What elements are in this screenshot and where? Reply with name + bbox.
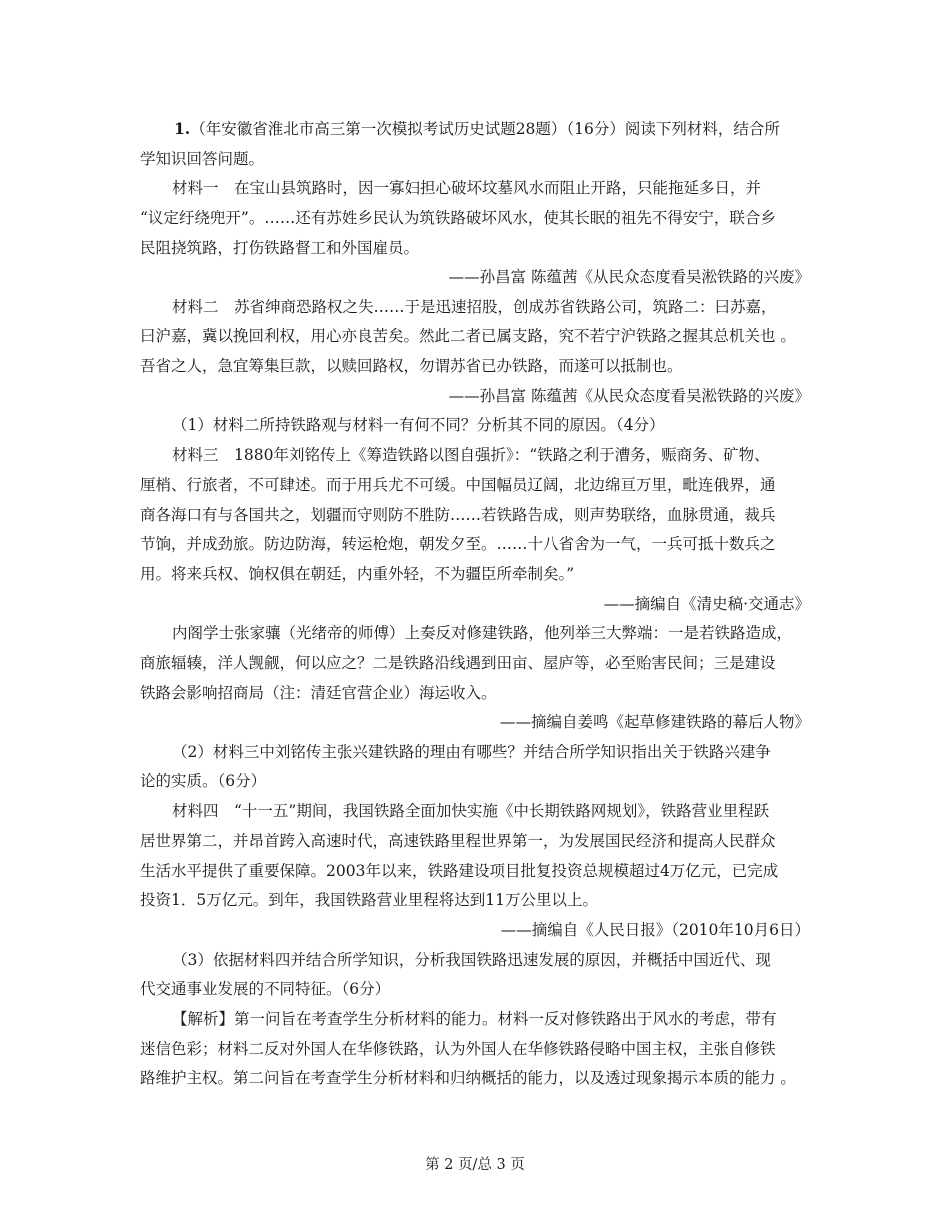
material3-line: 商各海口有与各国共之，划疆而守则防不胜防……若铁路告成，则声势联络，血脉贯通，裁兵 [140, 506, 776, 524]
question-header-line1 [140, 119, 780, 139]
material2-line: 材料二 苏省绅商恐路权之失……于是迅速招股，创成苏省铁路公司，筑路二：曰苏嘉， [172, 298, 777, 316]
question-3-line1: （3）依据材料四并结合所学知识，分析我国铁路迅速发展的原因，并概括中国近代、现 [172, 951, 771, 969]
material3-line: 用。将来兵权、饷权俱在朝廷，内重外轻，不为疆臣所牵制矣。” [140, 565, 575, 583]
material2-line: 曰沪嘉，冀以挽回利权，用心亦良苦矣。然此二者已属支路，究不若宁沪铁路之握其总机关也 。 [140, 327, 796, 345]
question-number: 1. [174, 119, 191, 138]
question-2-line1: （2）材料三中刘铭传主张兴建铁路的理由有哪些？并结合所学知识指出关于铁路兴建争 [172, 743, 771, 761]
analysis-line: 路维护主权。第二问旨在考查学生分析材料和归纳概括的能力，以及透过现象揭示本质的能力 。 [140, 1069, 796, 1087]
material1-line: “议定纡绕兜开”。……还有苏姓乡民认为筑铁路破坏风水，使其长眠的祖先不得安宁，联合乡 [140, 209, 776, 227]
material2-line: 吾省之人，急宜筹集巨款，以赎回路权，勿谓苏省已办铁路，而遂可以抵制也。 [140, 357, 683, 375]
material4-line: 居世界第二，并昂首跨入高速时代，高速铁路里程世界第一，为发展国民经济和提高人民群众 [140, 832, 776, 850]
material1-line: 材料一 在宝山县筑路时，因一寡妇担心破坏坟墓风水而阻止开路，只能拖延多日，并 [172, 179, 762, 197]
question-header-line2: 学知识回答问题。 [140, 150, 265, 168]
question-3-line2: 代交通事业发展的不同特征。（6分） [140, 980, 391, 998]
material3-line: 厘梢、行旅者，不可肆述。而于用兵尤不可缓。中国幅员辽阔，北边绵亘万里，毗连俄界，通 [140, 476, 776, 494]
analysis-line: 【解析】第一问旨在考查学生分析材料的能力。材料一反对修铁路出于风水的考虑，带有 [172, 1010, 777, 1028]
question-1: （1）材料二所持铁路观与材料一有何不同？分析其不同的原因。（4分） [172, 416, 665, 434]
material1-source: ——孙昌富 陈蕴茜《从民众态度看吴淞铁路的兴废》 [448, 268, 810, 286]
material3-line: 材料三 1880年刘铭传上《筹造铁路以图自强折》：“铁路之利于漕务，赈商务、矿物、 [172, 446, 770, 464]
page-number-footer: 第 2 页/总 3 页 [425, 1157, 525, 1173]
material1-line: 民阻挠筑路，打伤铁路督工和外国雇员。 [140, 239, 420, 257]
analysis-line: 迷信色彩；材料二反对外国人在华修铁路，认为外国人在华修铁路侵略中国主权，主张自修铁 [140, 1040, 776, 1058]
neige-line: 商旅辐辏，洋人觊觎，何以应之？二是铁路沿线遇到田亩、屋庐等，必至贻害民间；三是建设 [140, 654, 776, 672]
material4-line: 生活水平提供了重要保障。2003年以来，铁路建设项目批复投资总规模超过4万亿元，已完成 [140, 862, 779, 880]
question-header-text: （年安徽省淮北市高三第一次模拟考试历史试题28题）（16分）阅读下列材料，结合所 [190, 120, 780, 138]
neige-source: ——摘编自姜鸣《起草修建铁路的幕后人物》 [499, 713, 810, 731]
material4-line: 材料四 “十一五”期间，我国铁路全面加快实施《中长期铁路网规划》，铁路营业里程跃 [172, 802, 770, 820]
material4-line: 投资1．5万亿元。到年，我国铁路营业里程将达到11万公里以上。 [140, 891, 598, 909]
material3-source: ——摘编自《清史稿·交通志》 [603, 595, 810, 613]
question-2-line2: 论的实质。（6分） [140, 772, 267, 790]
material3-line: 节饷，并成劲旅。防边防海，转运枪炮，朝发夕至。……十八省舍为一气，一兵可抵十数兵之 [140, 535, 776, 553]
neige-line: 铁路会影响招商局（注：清廷官营企业）海运收入。 [140, 684, 497, 702]
material4-source: ——摘编自《人民日报》（2010年10月6日） [500, 921, 810, 939]
material2-source: ——孙昌富 陈蕴茜《从民众态度看吴淞铁路的兴废》 [448, 387, 810, 405]
neige-line: 内阁学士张家骧（光绪帝的师傅）上奏反对修建铁路，他列举三大弊端：一是若铁路造成， [172, 624, 793, 642]
